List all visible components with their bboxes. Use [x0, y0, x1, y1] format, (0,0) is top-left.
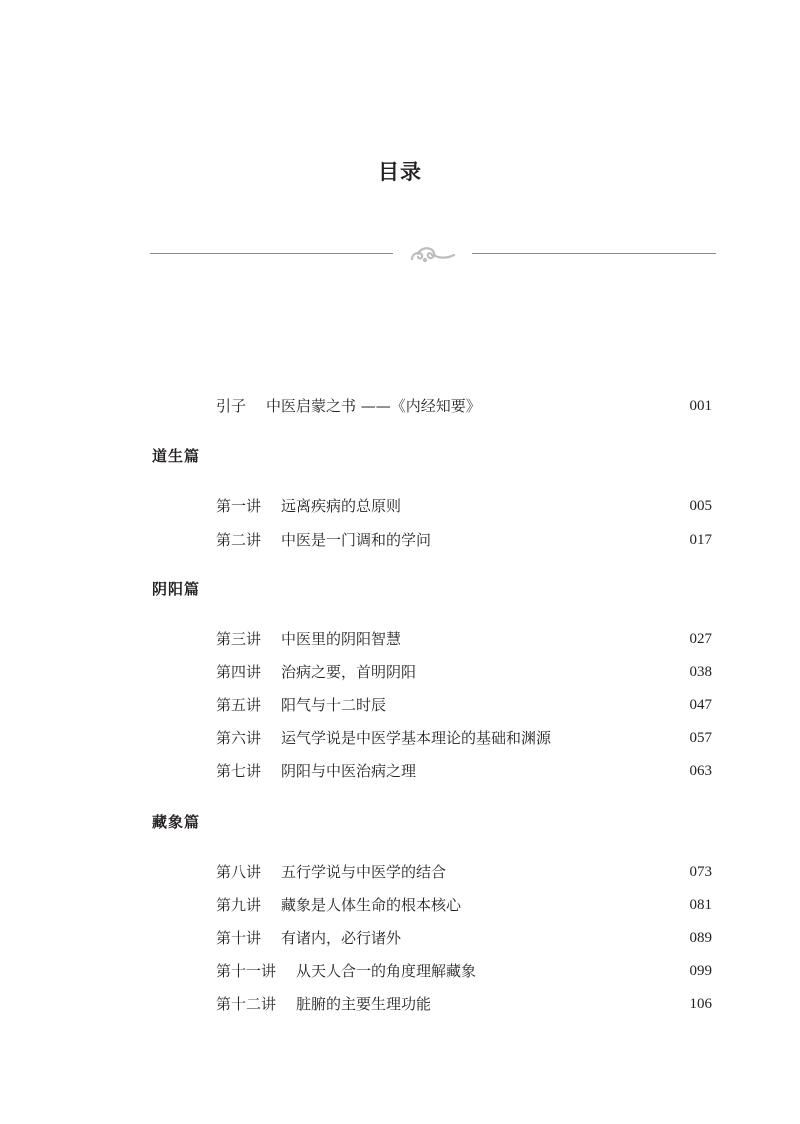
entry-title: 远离疾病的总原则 — [281, 497, 402, 515]
entry-page: 089 — [689, 930, 712, 946]
divider-rule-left — [150, 253, 393, 254]
entry-prefix: 第十一讲 — [216, 962, 277, 980]
entry-page: 057 — [689, 730, 712, 746]
entry-page: 001 — [689, 398, 712, 414]
entry-title: 从天人合一的角度理解藏象 — [296, 962, 477, 980]
entry-title: 中医里的阴阳智慧 — [281, 630, 402, 648]
toc-entry[interactable] — [216, 994, 712, 1014]
entry-title: 藏象是人体生命的根本核心 — [281, 896, 462, 914]
entry-title: 脏腑的主要生理功能 — [296, 995, 432, 1013]
toc-entry[interactable] — [216, 629, 712, 649]
toc-entry-intro[interactable] — [216, 396, 712, 416]
toc-entry[interactable] — [216, 862, 712, 882]
page-title: 目录 — [378, 160, 422, 184]
entry-page: 047 — [689, 697, 712, 713]
entry-title: 运气学说是中医学基本理论的基础和渊源 — [281, 729, 552, 747]
entry-prefix: 第九讲 — [216, 896, 262, 914]
entry-page: 081 — [689, 897, 712, 913]
entry-title: 治病之要，首明阴阳 — [281, 663, 417, 681]
entry-prefix: 第四讲 — [216, 663, 262, 681]
entry-title: 中医启蒙之书 ——《内经知要》 — [266, 397, 481, 415]
entry-prefix: 第六讲 — [216, 729, 262, 747]
entry-title: 阳气与十二时辰 — [281, 696, 387, 714]
toc-entry[interactable] — [216, 961, 712, 981]
entry-prefix: 第一讲 — [216, 497, 262, 515]
entry-page: 038 — [689, 664, 712, 680]
entry-page: 063 — [689, 763, 712, 779]
toc-entry[interactable] — [216, 695, 712, 715]
section-heading: 藏象篇 — [152, 813, 201, 831]
divider-rule-right — [472, 253, 716, 254]
entry-title: 五行学说与中医学的结合 — [281, 863, 447, 881]
section-heading: 阴阳篇 — [152, 580, 201, 598]
entry-page: 099 — [689, 963, 712, 979]
toc-entry[interactable] — [216, 761, 712, 781]
toc-entry[interactable] — [216, 728, 712, 748]
entry-prefix: 第七讲 — [216, 762, 262, 780]
section-heading: 道生篇 — [152, 447, 201, 465]
entry-page: 106 — [689, 996, 712, 1012]
entry-prefix: 第二讲 — [216, 531, 262, 549]
entry-title: 阴阳与中医治病之理 — [281, 762, 417, 780]
entry-prefix: 第八讲 — [216, 863, 262, 881]
entry-prefix: 第五讲 — [216, 696, 262, 714]
title-divider — [150, 243, 716, 265]
toc-entry[interactable] — [216, 895, 712, 915]
toc-entry[interactable] — [216, 530, 712, 550]
toc-entry[interactable] — [216, 662, 712, 682]
entry-page: 027 — [689, 631, 712, 647]
entry-page: 073 — [689, 864, 712, 880]
entry-title: 有诸内，必行诸外 — [281, 929, 402, 947]
cloud-scroll-icon — [408, 243, 458, 265]
entry-prefix: 第十二讲 — [216, 995, 277, 1013]
entry-title: 中医是一门调和的学问 — [281, 531, 432, 549]
entry-prefix: 第三讲 — [216, 630, 262, 648]
entry-page: 005 — [689, 498, 712, 514]
toc-entry[interactable] — [216, 928, 712, 948]
entry-prefix: 引子 — [216, 397, 247, 415]
entry-page: 017 — [689, 532, 712, 548]
entry-prefix: 第十讲 — [216, 929, 262, 947]
toc-entry[interactable] — [216, 496, 712, 516]
